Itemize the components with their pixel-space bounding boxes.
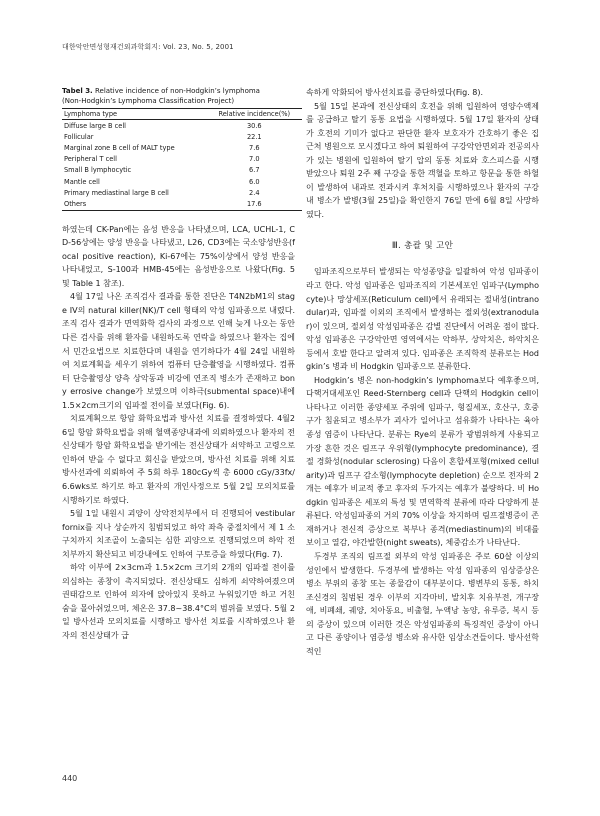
table-row	[62, 131, 302, 142]
body-paragraph: 하였는데 CK-Pan에는 음성 반응을 나타냈으며, LCA, UCHL-1, CD-56상에는 양성 반응을 나타냈고, L26, CD3에는 국소양성반응(focal positive reaction), Ki-67에는 75%이상에서 양성 반응을 나타내었고, S-100과 HMB-45에는 음성반응으로 나왔다(Fig. 5 및 Table 1 참조).	[62, 224, 295, 288]
lymphoma-incidence-table	[62, 108, 302, 211]
body-paragraph: Hodgkin’s 병은 non-hodgkin’s lymphoma보다 예후좋으며, 다핵거대세포인 Reed-Sternberg cell과 단핵의 Hodgkin cell이 나타나고 이러한 종양세포 주위에 임파구, 형질세포, 호산구, 호중구가 침윤되고 병소부가 괴사가 일어나고 섬유화가 나타나는 육아종성 염증이 나타난다. 분류는 Rye의 분류가 광범위하게 사용되고 가장 흔한 것은 림프구 우위형(lymphocyte predominance), 결절 경화성(nodular sclerosing) 다음이 혼합세포형(mixed cellularity)과 림프구 감소형(lymphocyte depletion) 순으로 전자의 2개는 예후가 비교적 좋고 후자의 두가지는 예후가 불량하다. 비 Hodgkin 임파종은 세포의 특성 및 면역학적 분류에 따라 다양하게 분류된다. 악성임파종의 거의 70% 이상을 차지하며 림프절병증이 존재하거나 전신적 증상으로 복부나 종격(mediastinum)의 비대를 보이고 열감, 야간발한(night sweats), 체중감소가 나타난다.	[306, 375, 539, 548]
incidence-cell: 6.0	[249, 177, 260, 186]
incidence-cell: 7.6	[249, 143, 260, 152]
body-paragraph: 5월 1일 내원시 괴양이 상악전치부에서 더 진행되어 vestibular fornix를 지나 상순까지 침범되었고 하악 좌측 중절치에서 제 1 소구치까지 치조골이 노출되는 심한 괴양으로 진행되었으며 하악 전치부까지 확산되고 비강내에도 인하여 구토증을 하였다(Fig. 7).	[62, 509, 295, 559]
incidence-cell: 22.1	[246, 132, 262, 141]
lymphoma-type-cell: Diffuse large B cell	[64, 121, 126, 130]
body-paragraph: 5월 15일 본과에 전신상태의 호전을 위해 입원하여 영양수액제를 공급하고 탈기 동통 요법을 시행하였다. 5월 17일 환자의 상태가 호전의 기미가 없다고 판단한 환자 보호자가 간호하기 좋은 집 근처 병원으로 모시겠다고 하여 퇴원하여 구강악안면외과 전공의사가 있는 병원에 입원하여 탈기 압의 동통 치료와 호스피스를 시행 받았으나 퇴원 2주 째 구강을 통한 객혈을 토하고 항문을 통한 하혈이 발생하여 내과로 전과시켜 후처치를 시행하였으나 환자의 구강내 병소가 발병(3월 25일)을 확인한지 76일 만에 6월 8일 사망하였다.	[306, 101, 539, 219]
table-row	[62, 154, 302, 165]
table-label: Tabel 3.	[62, 87, 93, 95]
body-paragraph: 치료계획으로 항암 화학요법과 방사선 치료를 결정하였다. 4월26일 항암 화학요법을 위해 혈액종양내과에 의뢰하였으나 환자의 전신상태가 항암 화학요법을 받기에는 전신상태가 쇠약하고 고령으로 인하여 받을 수 없다고 회신을 받았으며, 방사선 치료를 위해 치료방사선과에 의뢰하여 주 5회 하루 180cGy씩 총 6000 cGy/33fx/6.6wks로 하기로 하고 환자의 개인사정으로 5월 2일 모의치료를 시행하기로 하였다.	[62, 414, 295, 505]
table-row	[62, 165, 302, 176]
table-caption-line2: (Non-Hodgkin’s Lymphoma Classification Project)	[62, 97, 235, 105]
right-column	[306, 86, 539, 658]
body-paragraph: 임파조직으로부터 발생되는 악성종양을 일괄하여 악성 임파종이라고 한다. 악성 임파종은 임파조직의 기본세포인 임파구(Lymphocyte)나 망상세포(Reticulum cell)에서 유래되는 절내성(intranodular)과, 임파절 이외의 조직에서 발생하는 절외성(extranodular)이 있으며, 절외성 악성임파종은 감별 진단에서 어려운 점이 많다. 악성 임파종은 구강악안면 영역에서는 악하부, 상악치은, 하악치은 등에서 호발 한다고 알려져 있다. 임파종은 조직학적 분류로는 Hodgkin’s 병과 비 Hodgkin 임파종으로 분류한다.	[306, 267, 539, 372]
left-column	[62, 86, 295, 643]
incidence-cell: 2.4	[249, 188, 260, 197]
header-lymphoma-type: Lymphoma type	[62, 109, 207, 120]
body-paragraph: 4월 17일 나온 조직검사 결과를 통한 진단은 T4N2bM1의 stage IV의 natural killer(NK)/T cell 형태의 악성 임파종으로 내렸다. 조직 검사 결과가 면역화학 검사의 과정으로 인해 늦게 나오는 동안 다른 검사를 위해 환자를 내원하도록 연락을 하였으나 환자는 집에서 민간요법으로 치료한다며 내원을 연기하다가 4월 24일 내원하여 치료계획을 세우기 위하여 컴퓨터 단층촬영을 시행하였다. 컴퓨터 단층촬영상 양측 상악동과 비강에 연조직 병소가 존재하고 bony errosive change가 보였으며 이하극(submental space)내에 1.5×2cm크기의 임파절 전이를 보였다(Fig. 6).	[62, 292, 295, 410]
incidence-cell: 7.0	[249, 155, 260, 164]
lymphoma-type-cell: Follicular	[64, 132, 94, 141]
page-number: 440	[62, 774, 78, 783]
body-paragraph: 하악 이부에 2×3cm과 1.5×2cm 크기의 2개의 임파절 전이를 의심하는 종창이 촉지되었다. 전신상태도 심하게 쇠약하여졌으며 권태감으로 인하여 의자에 앉아있지 못하고 누워있기만 하고 거친 숨을 몰아쉬었으며, 체온은 37.8~38.4°C의 범위를 보였다. 5월 2일 방사선과 모의치료를 시행하고 방사선 치료를 시작하였으나 환자의 전신상태가 급	[62, 563, 295, 641]
incidence-cell: 6.7	[249, 166, 260, 175]
section-heading: Ⅲ. 총괄 및 고안	[391, 241, 454, 252]
header-relative-incidence: Relative incidence(%)	[207, 109, 302, 120]
table-row	[62, 176, 302, 187]
lymphoma-type-cell: Marginal zone B cell of MALT type	[64, 143, 175, 152]
table-row	[62, 120, 302, 132]
table-caption-line1: Relative incidence of non-Hodgkin’s lymphoma	[94, 87, 260, 95]
lymphoma-type-cell: Peripheral T cell	[64, 155, 117, 164]
incidence-cell: 30.6	[246, 121, 262, 130]
table-row	[62, 198, 302, 210]
body-paragraph: 속하게 악화되어 방사선치료를 중단하였다(Fig. 8).	[306, 88, 484, 97]
table-row	[62, 142, 302, 153]
lymphoma-type-cell: Others	[64, 199, 87, 208]
running-head: 대한악안면성형재건외과학회지: Vol. 23, No. 5, 2001	[62, 43, 234, 51]
table-row	[62, 187, 302, 198]
lymphoma-type-cell: Small B lymphocytic	[64, 166, 132, 175]
table-caption	[62, 86, 295, 106]
lymphoma-type-cell: Mantle cell	[64, 177, 100, 186]
lymphoma-type-cell: Primary mediastinal large B cell	[64, 188, 169, 197]
table-header-row	[62, 109, 302, 120]
body-paragraph: 두경부 조직의 림프절 외부의 악성 임파종은 주로 60살 이상의 성인에서 발생한다. 두경부에 발생하는 악성 임파종의 임상증상은 병소 부위의 종창 또는 종물감이 대부분이다. 병변부의 동통, 하치조신경의 침범된 경우 이부의 지각마비, 발치후 치유부전, 개구장애, 비폐쇄, 궤양, 치아동요, 비출혈, 누액낭 농양, 유루증, 복시 등의 증상이 있으며 이러한 것은 악성임파종의 특징적인 증상이 아니고 다른 종양이나 염증성 병소와 유사한 임상소견들이다. 방사선학적인	[306, 551, 539, 656]
incidence-cell: 17.6	[246, 199, 262, 208]
